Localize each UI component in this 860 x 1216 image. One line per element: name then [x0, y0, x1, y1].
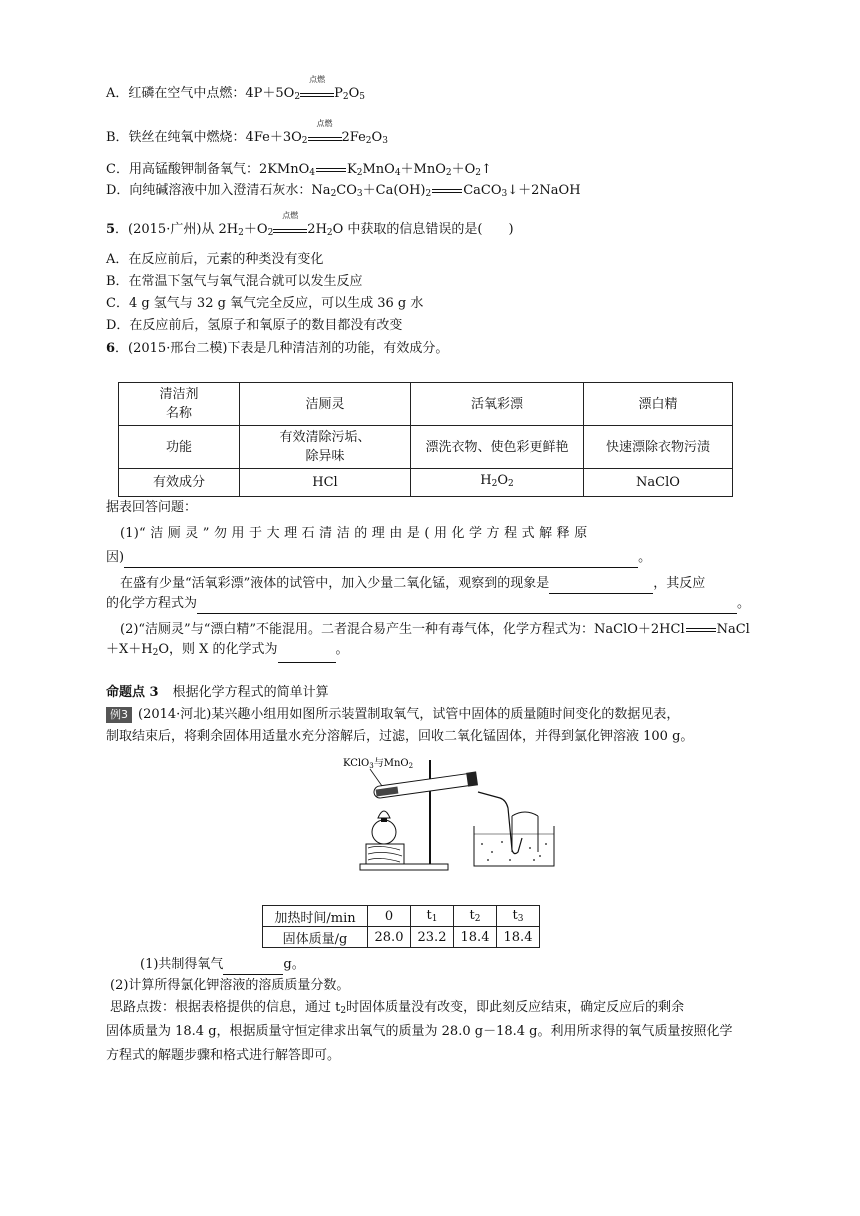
table-cell: 功能: [119, 426, 240, 469]
example-badge: 例3: [106, 707, 132, 723]
q5-option-c: C．4 g 氢气与 32 g 氧气完全反应，可以生成 36 g 水: [106, 296, 424, 311]
option-a-text: A．红磷在空气中点燃：4P＋5O: [106, 86, 295, 101]
table-followup: 据表回答问题：: [106, 500, 198, 515]
q6-part1-line4: 的化学方程式为 。: [106, 594, 750, 614]
table-header-cell: 洁厕灵: [240, 383, 411, 426]
example-3-line2: 制取结束后，将剩余固体用适量水充分溶解后，过滤，回收二氧化锰固体，并得到氯化钾溶液 100 g。: [106, 729, 694, 744]
ex3-part1: (1)共制得氧气 g。: [106, 955, 305, 975]
table-cell: 23.2: [411, 927, 454, 948]
table-cell: 快速漂除衣物污渍: [584, 426, 733, 469]
table-cell: HCl: [240, 469, 411, 497]
q5-option-d: D．在反应前后，氢原子和氧原子的数目都没有改变: [106, 318, 403, 333]
answer-blank[interactable]: [549, 579, 653, 594]
table-cell: 18.4: [497, 927, 540, 948]
answer-blank[interactable]: [124, 553, 638, 568]
option-d: D．向纯碱溶液中加入澄清石灰水：$Na_2CO_3+Ca(OH)_2$ CaCO$_3$↓＋2NaOH: [106, 183, 581, 199]
reaction-condition: 点燃: [300, 84, 334, 97]
table-cell: $t_2$: [454, 906, 497, 927]
figure-label: KClO$_3$与MnO$_2$: [343, 758, 414, 770]
option-a: A．红磷在空气中点燃：$4P+5O_2$ 点燃 $P_2O_5$: [106, 75, 365, 102]
table-cell: NaClO: [584, 469, 733, 497]
table-cell: $t_3$: [497, 906, 540, 927]
q6-part2-line1: (2)“洁厕灵”与“漂白精”不能混用。二者混合易产生一种有毒气体，化学方程式为：NaClO＋2HCl NaCl: [120, 622, 750, 637]
table-cell: $H_2O_2$: [411, 469, 584, 497]
hint-line3: 方程式的解题步骤和格式进行解答即可。: [106, 1048, 341, 1063]
option-c: C．用高锰酸钾制备氧气：2KMnO$_4$ $K_2MnO_4+MnO_2+O_2↑$: [106, 162, 492, 178]
q6-part1-line1: (1)“ 洁 厕 灵 ” 勿 用 于 大 理 石 清 洁 的 理 由 是 ( 用 化 学 方 程 式 解 释 原: [120, 526, 588, 541]
oxygen-apparatus-figure: [340, 752, 570, 880]
option-b-text: B．铁丝在纯氧中燃烧：4Fe＋3O: [106, 130, 302, 145]
question-5-stem: 5．(2015·广州)从 $2H_2+O_2$ 点燃 $2H_2O$ 中获取的信息错误的是( ): [106, 211, 514, 238]
mass-time-table: [262, 905, 540, 948]
q6-part1-line3: 在盛有少量“活氧彩漂”液体的试管中，加入少量二氧化锰，观察到的现象是 ，其反应: [106, 574, 705, 594]
reaction-condition: 点燃: [308, 128, 342, 141]
question-6-stem: 6．(2015·邢台二模)下表是几种清洁剂的功能，有效成分。: [106, 341, 449, 356]
table-cell: 0: [368, 906, 411, 927]
example-3-line1: 例3 (2014·河北)某兴趣小组用如图所示装置制取氧气，试管中固体的质量随时间变化的数据见表，: [106, 705, 679, 725]
answer-blank[interactable]: [197, 599, 737, 614]
cleaner-table: [118, 382, 733, 497]
table-header-cell: 清洁剂 名称: [119, 383, 240, 426]
table-cell: $t_1$: [411, 906, 454, 927]
q5-option-b: B．在常温下氢气与氧气混合就可以发生反应: [106, 274, 363, 289]
table-cell: 有效清除污垢、 除异味: [240, 426, 411, 469]
q6-part2-line2: $+X+H_2O$，则 X 的化学式为 。: [106, 640, 349, 663]
q6-part1-line2: 因) 。: [106, 548, 651, 568]
table-cell: 加热时间/min: [263, 906, 368, 927]
ex3-part2: (2)计算所得氯化钾溶液的溶质质量分数。: [110, 978, 350, 993]
table-cell: 18.4: [454, 927, 497, 948]
table-header-cell: 活氧彩漂: [411, 383, 584, 426]
table-header-cell: 漂白精: [584, 383, 733, 426]
option-b: B．铁丝在纯氧中燃烧：$4Fe+3O_2$ 点燃 $2Fe_2O_3$: [106, 119, 388, 146]
hint-line1: 思路点拨：根据表格提供的信息，通过 $t_2$时固体质量没有改变，即此刻反应结束，确定反应后的剩余: [110, 1000, 685, 1016]
table-cell: 28.0: [368, 927, 411, 948]
table-cell: 漂洗衣物、使色彩更鲜艳: [411, 426, 584, 469]
q5-option-a: A．在反应前后，元素的种类没有变化: [106, 252, 324, 267]
section-heading: 命题点 3 根据化学方程式的简单计算: [106, 685, 329, 700]
answer-blank[interactable]: [223, 960, 283, 975]
hint-line2: 固体质量为 18.4 g，根据质量守恒定律求出氧气的质量为 28.0 g－18.4 g。利用所求得的氧气质量按照化学: [106, 1024, 733, 1039]
table-cell: 固体质量/g: [263, 927, 368, 948]
answer-blank[interactable]: [278, 648, 336, 663]
table-cell: 有效成分: [119, 469, 240, 497]
